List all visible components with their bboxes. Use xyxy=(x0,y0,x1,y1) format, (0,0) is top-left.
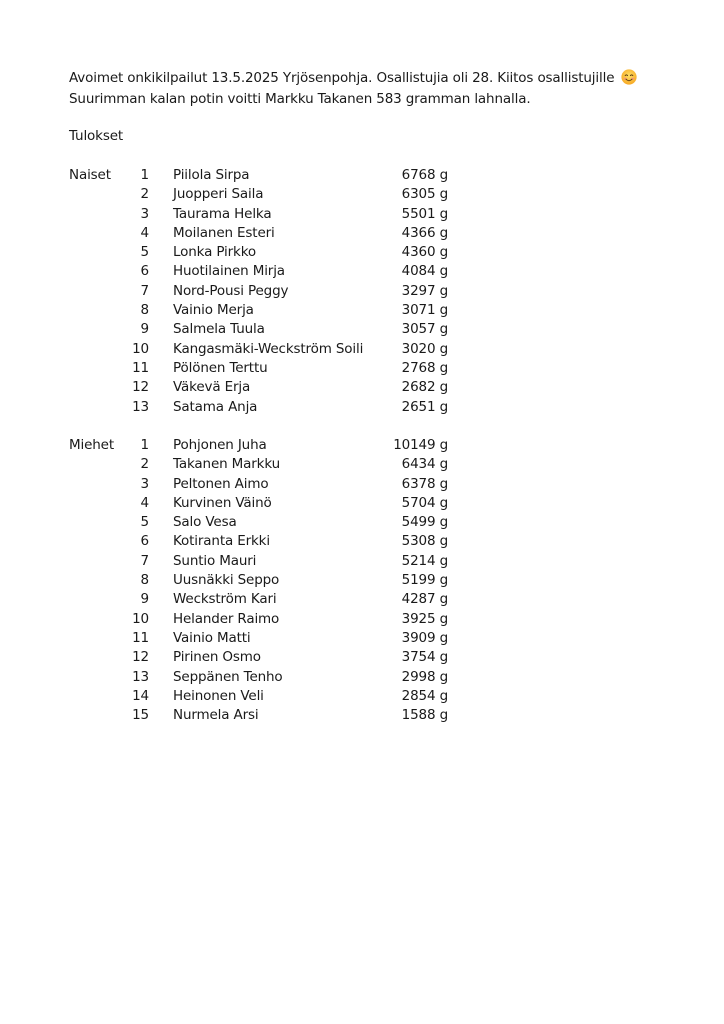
result-rank: 4 xyxy=(140,224,149,241)
result-row xyxy=(0,205,724,224)
result-row xyxy=(0,648,724,667)
result-weight: 2854 g xyxy=(401,687,448,704)
result-rank: 5 xyxy=(140,244,149,261)
result-weight: 2998 g xyxy=(401,668,448,685)
result-rank: 7 xyxy=(140,552,149,569)
result-rank: 12 xyxy=(132,379,149,396)
result-weight: 5499 g xyxy=(401,514,448,531)
result-rank: 8 xyxy=(140,572,149,589)
result-row xyxy=(0,590,724,609)
result-rank: 10 xyxy=(132,610,149,627)
result-rank: 9 xyxy=(140,321,149,338)
result-weight: 4084 g xyxy=(401,263,448,280)
result-rank: 15 xyxy=(132,707,149,724)
result-weight: 6378 g xyxy=(401,475,448,492)
result-name: Juopperi Saila xyxy=(173,186,264,203)
result-row xyxy=(0,398,724,417)
result-row xyxy=(0,475,724,494)
result-weight: 2682 g xyxy=(401,379,448,396)
result-weight: 3297 g xyxy=(401,282,448,299)
result-weight: 2651 g xyxy=(401,398,448,415)
result-name: Kotiranta Erkki xyxy=(173,533,270,550)
result-name: Nurmela Arsi xyxy=(173,707,259,724)
result-name: Huotilainen Mirja xyxy=(173,263,285,280)
result-rank: 2 xyxy=(140,456,149,473)
result-row xyxy=(0,320,724,339)
result-row xyxy=(0,629,724,648)
result-rank: 1 xyxy=(140,437,149,453)
result-row xyxy=(0,706,724,725)
result-name: Lonka Pirkko xyxy=(173,244,257,261)
intro-line-1-text: Avoimet onkikilpailut 13.5.2025 Yrjösenpohja. Osallistujia oli 28. Kiitos osallistujille xyxy=(69,70,615,86)
result-name: Heinonen Veli xyxy=(173,687,264,704)
results-list xyxy=(0,166,724,417)
result-row xyxy=(0,378,724,397)
results-group-naiset xyxy=(0,166,724,417)
result-rank: 12 xyxy=(132,649,149,666)
result-rank: 13 xyxy=(132,398,149,415)
result-name: Piilola Sirpa xyxy=(173,167,250,183)
result-row xyxy=(0,301,724,320)
result-rank: 13 xyxy=(132,668,149,685)
result-weight: 3909 g xyxy=(401,629,448,646)
result-name: Kangasmäki-Weckström Soili xyxy=(173,340,364,357)
result-name: Suntio Mauri xyxy=(173,552,257,569)
result-weight: 5308 g xyxy=(401,533,448,550)
result-row xyxy=(0,532,724,551)
result-rank: 4 xyxy=(140,494,149,511)
result-weight: 10149 g xyxy=(393,437,448,453)
result-row xyxy=(0,513,724,532)
result-name: Uusnäkki Seppo xyxy=(173,572,280,589)
result-weight: 3020 g xyxy=(401,340,448,357)
result-row xyxy=(0,494,724,513)
results-group-miehet xyxy=(0,436,724,725)
result-weight: 5214 g xyxy=(401,552,448,569)
result-row xyxy=(0,224,724,243)
result-name: Salmela Tuula xyxy=(173,321,265,338)
result-rank: 3 xyxy=(140,205,149,222)
result-name: Salo Vesa xyxy=(173,514,237,531)
result-rank: 6 xyxy=(140,263,149,280)
result-row xyxy=(0,262,724,281)
intro-line-1 xyxy=(69,68,637,89)
result-name: Pohjonen Juha xyxy=(173,437,267,453)
result-row xyxy=(0,436,724,455)
result-row xyxy=(0,166,724,185)
result-weight: 5199 g xyxy=(401,572,448,589)
result-weight: 4287 g xyxy=(401,591,448,608)
intro-line-2: Suurimman kalan potin voitti Markku Takanen 583 gramman lahnalla. xyxy=(69,91,531,107)
result-rank: 10 xyxy=(132,340,149,357)
result-row xyxy=(0,610,724,629)
result-weight: 6434 g xyxy=(401,456,448,473)
result-name: Kurvinen Väinö xyxy=(173,494,272,511)
result-rank: 6 xyxy=(140,533,149,550)
result-weight: 3057 g xyxy=(401,321,448,338)
result-row xyxy=(0,687,724,706)
result-rank: 11 xyxy=(132,359,149,376)
result-rank: 2 xyxy=(140,186,149,203)
result-weight: 6768 g xyxy=(401,167,448,183)
result-name: Pölönen Terttu xyxy=(173,359,268,376)
result-name: Helander Raimo xyxy=(173,610,280,627)
result-name: Takanen Markku xyxy=(173,456,280,473)
result-rank: 5 xyxy=(140,514,149,531)
result-row xyxy=(0,185,724,204)
result-weight: 3925 g xyxy=(401,610,448,627)
result-name: Vainio Matti xyxy=(173,629,251,646)
intro-text xyxy=(69,68,637,110)
result-row xyxy=(0,455,724,474)
result-row xyxy=(0,243,724,262)
result-row xyxy=(0,282,724,301)
smiling-face-icon xyxy=(621,69,637,85)
result-rank: 7 xyxy=(140,282,149,299)
result-name: Vainio Merja xyxy=(173,302,254,319)
result-row xyxy=(0,571,724,590)
result-rank: 3 xyxy=(140,475,149,492)
result-rank: 14 xyxy=(132,687,149,704)
result-weight: 5501 g xyxy=(401,205,448,222)
result-name: Pirinen Osmo xyxy=(173,649,261,666)
result-rank: 1 xyxy=(140,167,149,183)
result-weight: 3754 g xyxy=(401,649,448,666)
result-weight: 4360 g xyxy=(401,244,448,261)
result-row xyxy=(0,552,724,571)
result-name: Moilanen Esteri xyxy=(173,224,275,241)
result-rank: 11 xyxy=(132,629,149,646)
result-weight: 1588 g xyxy=(401,707,448,724)
group-label: Naiset xyxy=(69,167,111,183)
result-weight: 3071 g xyxy=(401,302,448,319)
result-name: Peltonen Aimo xyxy=(173,475,269,492)
result-weight: 6305 g xyxy=(401,186,448,203)
result-name: Nord-Pousi Peggy xyxy=(173,282,289,299)
result-name: Weckström Kari xyxy=(173,591,277,608)
result-rank: 9 xyxy=(140,591,149,608)
result-row xyxy=(0,668,724,687)
result-weight: 5704 g xyxy=(401,494,448,511)
results-list xyxy=(0,436,724,725)
result-name: Taurama Helka xyxy=(173,205,272,222)
result-name: Väkevä Erja xyxy=(173,379,251,396)
results-heading: Tulokset xyxy=(69,128,124,144)
result-weight: 2768 g xyxy=(401,359,448,376)
result-rank: 8 xyxy=(140,302,149,319)
result-row xyxy=(0,359,724,378)
result-weight: 4366 g xyxy=(401,224,448,241)
result-row xyxy=(0,340,724,359)
result-name: Satama Anja xyxy=(173,398,258,415)
result-name: Seppänen Tenho xyxy=(173,668,283,685)
group-label: Miehet xyxy=(69,437,114,453)
